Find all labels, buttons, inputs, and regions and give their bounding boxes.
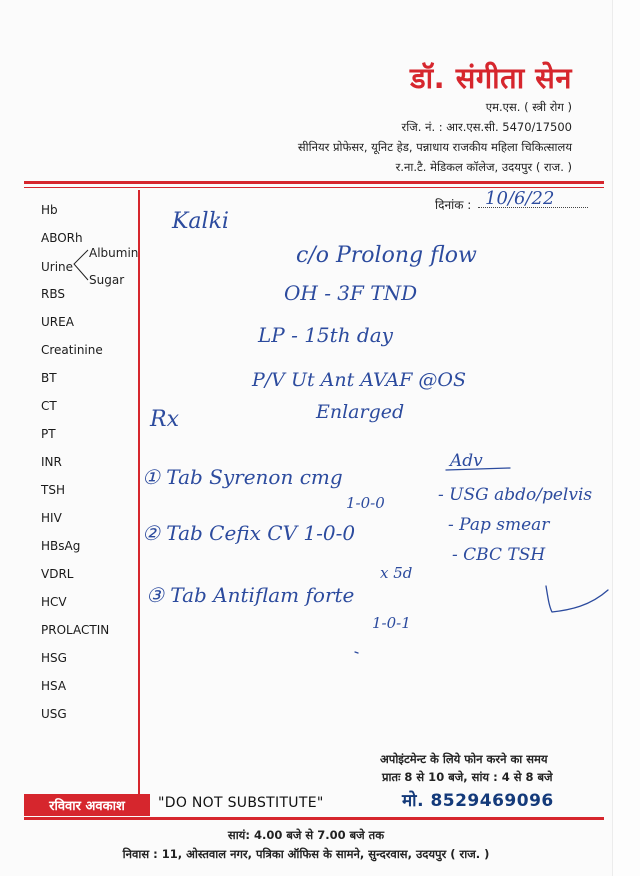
advice-2: - Pap smear xyxy=(448,515,550,535)
date-label: दिनांक : xyxy=(435,198,472,212)
complaint-line: c/o Prolong flow xyxy=(296,243,477,268)
phone-number: मो. 8529469096 xyxy=(402,791,554,811)
test-item: CT xyxy=(41,399,57,413)
handwritten-date: 10/6/22 xyxy=(485,188,555,209)
urine-albumin: Albumin xyxy=(89,246,139,260)
patient-name: Kalki xyxy=(172,209,229,234)
medicine-2: ② Tab Cefix CV 1-0-0 xyxy=(142,521,356,545)
test-item: ABORh xyxy=(41,231,83,245)
advice-label: Adv xyxy=(450,451,483,471)
residence-address: निवास : 11, ओस्तवाल नगर, पत्रिका ऑफिस के सामने, सुन्दरवास, उदयपुर ( राज. ) xyxy=(122,847,490,861)
appointment-hours: प्रातः 8 से 10 बजे, सांय : 4 से 8 बजे xyxy=(382,770,553,784)
last-period-line: LP - 15th day xyxy=(258,323,393,347)
test-item: RBS xyxy=(41,287,65,301)
evening-hours: सायं: 4.00 बजे से 7.00 बजे तक xyxy=(227,828,385,842)
test-item: HCV xyxy=(41,595,67,609)
footer-rule xyxy=(24,817,604,820)
signature-icon xyxy=(546,586,608,612)
designation: सीनियर प्रोफेसर, यूनिट हेड, पन्नाधाय राजकीय महिला चिकित्सालय xyxy=(297,140,572,154)
ink-dot xyxy=(355,652,358,653)
qualification: एम.एस. ( स्त्री रोग ) xyxy=(485,100,572,114)
registration-number: रजि. नं. : आर.एस.सी. 5470/17500 xyxy=(401,120,572,134)
test-item: HIV xyxy=(41,511,62,525)
test-item: Hb xyxy=(41,203,58,217)
medicine-2-duration: x 5d xyxy=(380,564,413,582)
medicine-3-dose: 1-0-1 xyxy=(372,614,411,632)
urine-sugar: Sugar xyxy=(89,273,125,287)
test-item: BT xyxy=(41,371,57,385)
rx-symbol: Rx xyxy=(150,407,179,432)
medicine-3: ③ Tab Antiflam forte xyxy=(146,583,355,607)
do-not-substitute: "DO NOT SUBSTITUTE" xyxy=(158,795,324,811)
test-item: VDRL xyxy=(41,567,74,581)
test-item: USG xyxy=(41,707,67,721)
test-item: PROLACTIN xyxy=(41,623,110,637)
test-item: TSH xyxy=(41,483,65,497)
pv-exam-finding: Enlarged xyxy=(316,401,405,423)
urine-label: Urine xyxy=(41,260,74,274)
college-name: र.ना.टै. मेडिकल कॉलेज, उदयपुर ( राज. ) xyxy=(395,160,572,174)
test-item: UREA xyxy=(41,315,74,329)
test-item: HBsAg xyxy=(41,539,81,553)
test-item: PT xyxy=(41,427,56,441)
appointment-title: अपोइंटमेन्ट के लिये फोन करने का समय xyxy=(380,752,548,766)
sunday-closed-badge: रविवार अवकाश xyxy=(24,794,150,816)
test-item: Creatinine xyxy=(41,343,103,357)
medicine-1-dose: 1-0-0 xyxy=(346,494,385,512)
test-item: HSG xyxy=(41,651,67,665)
obstetric-history-line: OH - 3F TND xyxy=(284,281,418,305)
medicine-1: ① Tab Syrenon cmg xyxy=(142,465,343,489)
advice-3: - CBC TSH xyxy=(452,545,546,565)
test-item: HSA xyxy=(41,679,67,693)
advice-1: - USG abdo/pelvis xyxy=(438,485,593,505)
test-item: INR xyxy=(41,455,62,469)
pv-exam-line: P/V Ut Ant AVAF @OS xyxy=(252,369,467,391)
doctor-name: डॉ. संगीता सेन xyxy=(410,61,572,95)
